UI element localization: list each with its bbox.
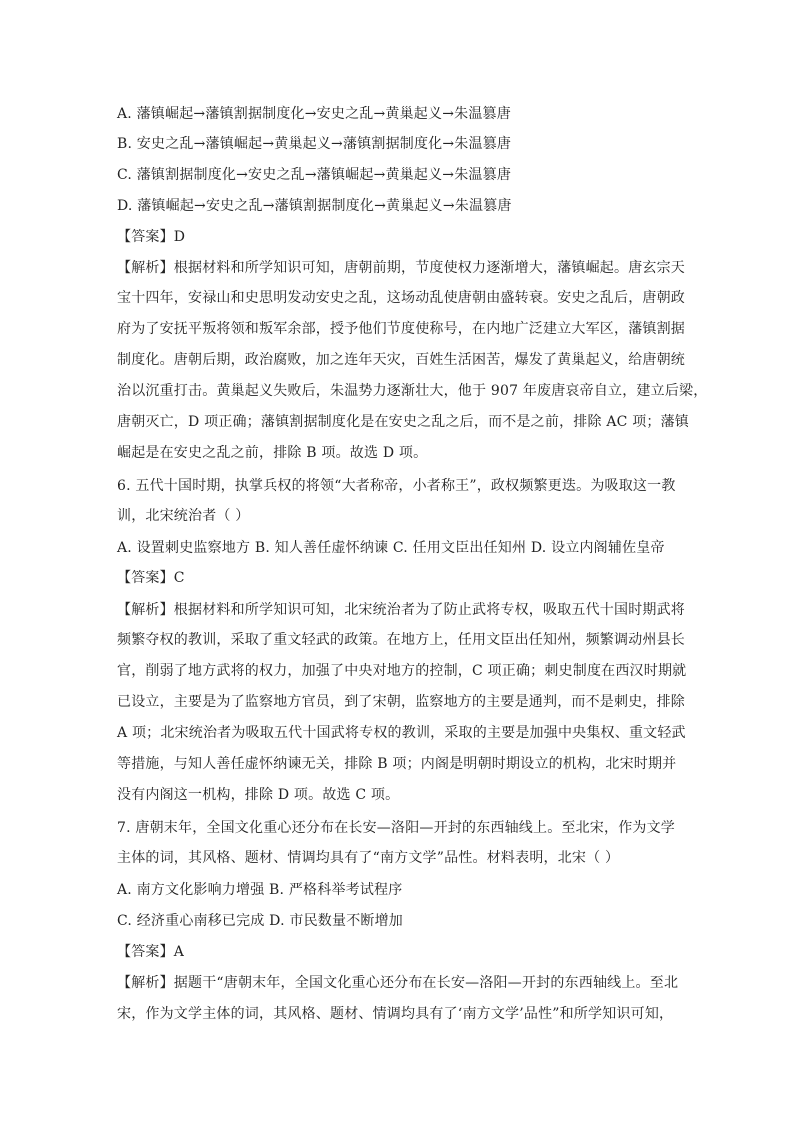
q5-analysis-line: 治以沉重打击。黄巢起义失败后，朱温势力逐渐壮大，他于 907 年废唐哀帝自立，建立后梁， — [117, 383, 708, 399]
q5-option-a: A. 藩镇崛起→藩镇割据制度化→安史之乱→黄巢起义→朱温篡唐 — [117, 106, 511, 122]
q5-analysis-line: 唐朝灭亡，D 项正确；藩镇割据制度化是在安史之乱之后，而不是之前，排除 AC 项；藩镇 — [117, 414, 689, 430]
q5-option-d: D. 藩镇崛起→安史之乱→藩镇割据制度化→黄巢起义→朱温篡唐 — [117, 198, 512, 214]
q7-stem-line: 7. 唐朝末年，全国文化重心还分布在长安—洛阳—开封的东西轴线上。至北宋，作为文学 — [117, 820, 676, 836]
q5-analysis-line: 【解析】根据材料和所学知识可知，唐朝前期，节度使权力逐渐增大，藩镇崛起。唐玄宗天 — [117, 260, 685, 276]
q6-options: A. 设置刺史监察地方 B. 知人善任虚怀纳谏 C. 任用文臣出任知州 D. 设立内阁辅佐皇帝 — [117, 540, 665, 556]
q7-analysis-line: 【解析】据题干“唐朝末年，全国文化重心还分布在长安—洛阳—开封的东西轴线上。至北 — [117, 975, 679, 991]
q5-analysis-line: 制度化。唐朝后期，政治腐败，加之连年天灾，百姓生活困苦，爆发了黄巢起义，给唐朝统 — [117, 352, 685, 368]
q7-option-row: C. 经济重心南移已完成 D. 市民数量不断增加 — [117, 913, 403, 929]
q6-analysis-line: 等措施，与知人善任虚怀纳谏无关，排除 B 项；内阁是明朝时期设立的机构，北宋时期并 — [117, 756, 677, 772]
q5-analysis-line: 崛起是在安史之乱之前，排除 B 项。故选 D 项。 — [117, 445, 428, 461]
q7-option-row: A. 南方文化影响力增强 B. 严格科举考试程序 — [117, 882, 403, 898]
q6-analysis-line: 【解析】根据材料和所学知识可知，北宋统治者为了防止武将专权，吸取五代十国时期武将 — [117, 602, 685, 618]
q6-analysis-line: 官，削弱了地方武将的权力，加强了中央对地方的控制，C 项正确；刺史制度在西汉时期就 — [117, 663, 687, 679]
q6-analysis-line: 频繁夺权的教训，采取了重文轻武的政策。在地方上，任用文臣出任知州，频繁调动州县长 — [117, 632, 685, 648]
q6-answer: 【答案】C — [117, 570, 185, 586]
q7-stem-line: 主体的词，其风格、题材、情调均具有了“南方文学”品性。材料表明，北宋（ ） — [117, 850, 620, 866]
q5-answer: 【答案】D — [117, 229, 186, 245]
q5-analysis-line: 宝十四年，安禄山和史思明发动安史之乱，这场动乱使唐朝由盛转衰。安史之乱后，唐朝政 — [117, 290, 685, 306]
q7-answer: 【答案】A — [117, 944, 185, 960]
q6-analysis-line: A 项；北宋统治者为吸取五代十国武将专权的教训，采取的主要是加强中央集权、重文轻武 — [117, 725, 686, 741]
q6-analysis-line: 已设立，主要是为了监察地方官员，到了宋朝，监察地方的主要是通判，而不是刺史，排除 — [117, 694, 685, 710]
q6-stem-line: 训，北宋统治者（ ） — [117, 508, 250, 524]
q7-analysis-line: 宋，作为文学主体的词，其风格、题材、情调均具有了‘南方文学’品性”和所学知识可知， — [117, 1006, 674, 1022]
q6-analysis-line: 没有内阁这一机构，排除 D 项。故选 C 项。 — [117, 787, 400, 803]
q5-analysis-line: 府为了安抚平叛将领和叛军余部，授予他们节度使称号，在内地广泛建立大军区，藩镇割据 — [117, 321, 685, 337]
q5-option-b: B. 安史之乱→藩镇崛起→黄巢起义→藩镇割据制度化→朱温篡唐 — [117, 136, 512, 152]
q5-option-c: C. 藩镇割据制度化→安史之乱→藩镇崛起→黄巢起义→朱温篡唐 — [117, 167, 512, 183]
q6-stem-line: 6. 五代十国时期，执掌兵权的将领“大者称帝，小者称王”，政权频繁更迭。为吸取这一教 — [117, 478, 676, 494]
